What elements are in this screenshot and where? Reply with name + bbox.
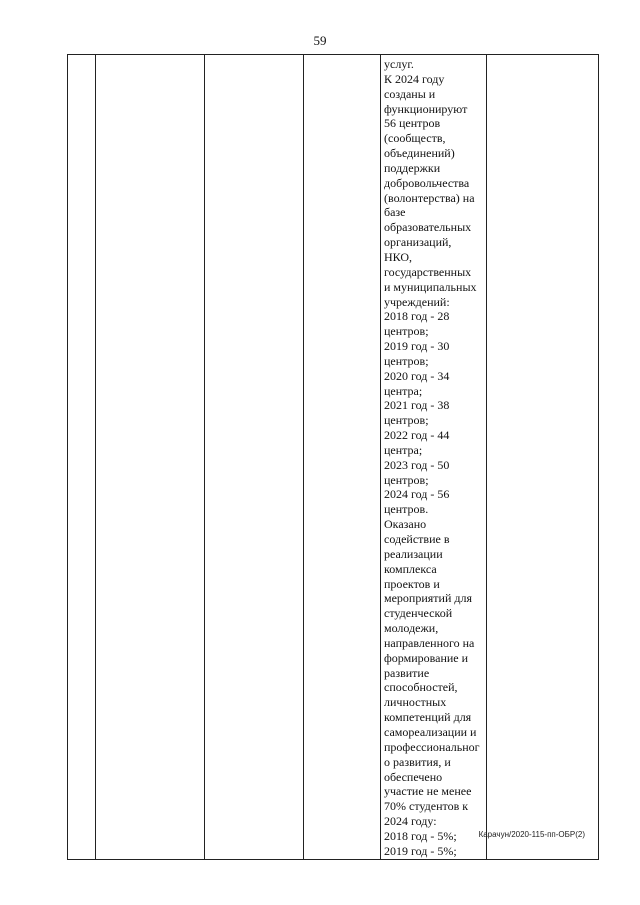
text-line: самореализации и — [384, 724, 477, 739]
text-line: формирование и — [384, 650, 469, 665]
text-line: К 2024 году — [384, 71, 445, 86]
text-line: 2020 год - 34 — [384, 368, 450, 383]
text-line: центра; — [384, 442, 423, 457]
text-line: комплекса — [384, 561, 437, 576]
text-line: компетенций для — [384, 710, 472, 725]
text-line: базе — [384, 205, 406, 220]
text-line: 2022 год - 44 — [384, 428, 450, 443]
text-line: студенческой — [384, 606, 453, 621]
results-text — [381, 55, 486, 859]
text-line: Оказано — [384, 517, 427, 532]
table-cell-results — [381, 55, 487, 860]
text-line: поддержки — [384, 160, 441, 175]
text-line: функционируют — [384, 101, 468, 116]
text-line: организаций, — [384, 235, 452, 250]
document-table — [67, 54, 599, 860]
document-code: Карачун/2020-115-пп-ОБР(2) — [478, 830, 585, 839]
text-line: 2018 год - 5%; — [384, 828, 457, 843]
text-line: направленного на — [384, 635, 475, 650]
text-line: личностных — [384, 695, 447, 710]
text-line: государственных — [384, 264, 472, 279]
text-line: и муниципальных — [384, 279, 477, 294]
text-line: центров; — [384, 324, 429, 339]
text-line: развитие — [384, 665, 430, 680]
text-line: способностей, — [384, 680, 458, 695]
text-line: 2024 год - 56 — [384, 487, 450, 502]
text-line: 2023 год - 50 — [384, 457, 450, 472]
text-line: (сообществ, — [384, 131, 446, 146]
table-cell-col6 — [487, 55, 599, 860]
text-line: учреждений: — [384, 294, 450, 309]
text-line: созданы и — [384, 86, 436, 101]
text-line: центров; — [384, 353, 429, 368]
text-line: участие не менее — [384, 784, 472, 799]
text-line: образовательных — [384, 220, 472, 235]
text-line: центров; — [384, 413, 429, 428]
text-line: 2019 год - 5%; — [384, 843, 457, 858]
text-line: 2021 год - 38 — [384, 398, 450, 413]
table-cell-col1 — [68, 55, 96, 860]
text-line: центров; — [384, 472, 429, 487]
text-line: о развития, и — [384, 754, 451, 769]
table-cell-col4 — [304, 55, 381, 860]
text-line: реализации — [384, 546, 443, 561]
text-line: 2018 год - 28 — [384, 309, 450, 324]
text-line: профессиональног — [384, 739, 480, 754]
text-line: мероприятий для — [384, 591, 472, 606]
page-number: 59 — [313, 33, 327, 48]
text-line: молодежи, — [384, 621, 439, 636]
text-line: центра; — [384, 383, 423, 398]
text-line: обеспечено — [384, 769, 443, 784]
text-line: проектов и — [384, 576, 440, 591]
text-line: объединений) — [384, 146, 455, 161]
text-line: 70% студентов к — [384, 799, 469, 814]
text-line: НКО, — [384, 249, 413, 264]
text-line: 2024 году: — [384, 814, 437, 829]
text-line: содействие в — [384, 532, 450, 546]
table-row — [68, 55, 599, 860]
text-line: 2019 год - 30 — [384, 339, 450, 354]
text-line: центров. — [384, 502, 429, 517]
table-cell-col3 — [205, 55, 304, 860]
table-cell-col2 — [96, 55, 205, 860]
text-line: (волонтерства) на — [384, 190, 475, 205]
text-line: 56 центров — [384, 116, 441, 131]
text-line: услуг. — [384, 57, 414, 71]
text-line: добровольчества — [384, 175, 470, 190]
